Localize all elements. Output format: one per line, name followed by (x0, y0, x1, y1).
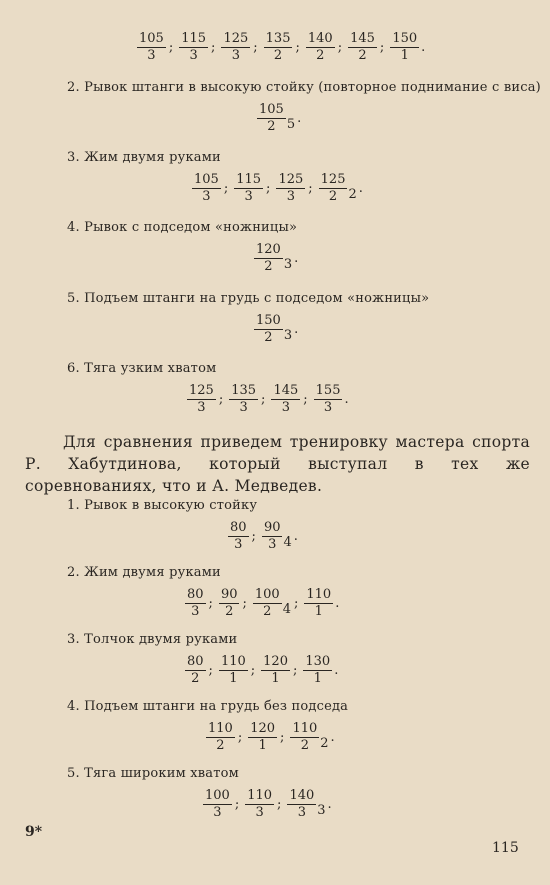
sets-count: 3 (283, 257, 293, 272)
reps-denominator: 2 (267, 119, 276, 134)
reps-denominator: 3 (323, 400, 333, 415)
separator: ; (223, 181, 229, 196)
signature-mark: 9* (25, 824, 43, 840)
separator: ; (277, 797, 282, 812)
reps-denominator: 3 (234, 537, 243, 552)
reps-denominator: 3 (281, 400, 290, 415)
period: . (293, 529, 298, 544)
weight-numerator: 110 (247, 788, 273, 803)
reps-denominator: 3 (147, 48, 156, 63)
fraction (314, 384, 343, 415)
weight-numerator: 80 (187, 587, 204, 602)
exercise-title: 4. Подъем штанги на грудь без подседа (67, 699, 349, 714)
separator: ; (250, 663, 256, 678)
weight-numerator: 105 (139, 31, 164, 46)
reps-denominator: 1 (271, 671, 280, 686)
separator: ; (253, 40, 258, 55)
fraction (257, 103, 286, 134)
weight-numerator: 150 (392, 31, 418, 46)
weight-numerator: 130 (305, 654, 331, 669)
reps-denominator: 1 (258, 738, 267, 753)
reps-denominator: 2 (316, 48, 325, 63)
formula-ex4 (206, 722, 335, 753)
fraction (221, 32, 250, 63)
formula-ex2 (185, 588, 339, 619)
weight-numerator: 110 (292, 721, 318, 736)
weight-numerator: 140 (307, 31, 333, 46)
sets-count: 2 (348, 187, 357, 202)
fraction (245, 789, 274, 820)
weight-numerator: 135 (265, 31, 291, 46)
fraction (228, 521, 249, 552)
weight-numerator: 120 (263, 654, 288, 669)
fraction (262, 521, 283, 552)
fraction (229, 384, 258, 415)
period: . (294, 322, 299, 337)
weight-numerator: 155 (315, 383, 341, 398)
formula-ex2 (257, 103, 301, 134)
formula-ex3 (185, 655, 338, 686)
fraction (264, 32, 293, 63)
exercise-title: 2. Жим двумя руками (67, 565, 221, 580)
reps-denominator: 3 (297, 805, 306, 820)
fraction (390, 32, 419, 63)
reps-denominator: 1 (229, 671, 238, 686)
fraction (290, 722, 319, 753)
comparison-paragraph: Для сравнения приведем тренировку мастера спорта Р. Хабутдинова, который выступал в тех же соревнованиях, что и А. Медведев. (25, 433, 530, 495)
formula-ex3 (192, 173, 363, 204)
exercise-title: 3. Толчок двумя руками (67, 632, 238, 647)
separator: ; (292, 663, 298, 678)
fraction (219, 655, 248, 686)
formula-ex4 (254, 243, 298, 274)
exercise-title: 1. Рывок в высокую стойку (67, 498, 258, 513)
fraction (304, 588, 333, 619)
fraction (254, 243, 283, 274)
fraction (261, 655, 290, 686)
fraction (254, 314, 283, 345)
fraction (303, 655, 332, 686)
weight-numerator: 105 (259, 102, 284, 117)
weight-numerator: 105 (194, 172, 219, 187)
exercise-title: 6. Тяга узким хватом (67, 361, 217, 376)
reps-denominator: 1 (314, 604, 323, 619)
sets-count: 4 (283, 535, 292, 550)
weight-numerator: 90 (220, 587, 238, 602)
reps-denominator: 3 (231, 48, 240, 63)
fraction (248, 722, 277, 753)
fraction (253, 588, 282, 619)
reps-denominator: 2 (216, 738, 225, 753)
separator: ; (266, 181, 271, 196)
exercise-title: 3. Жим двумя руками (67, 150, 221, 165)
weight-numerator: 115 (181, 31, 207, 46)
reps-denominator: 3 (197, 400, 206, 415)
period: . (335, 596, 340, 611)
fraction (185, 588, 206, 619)
separator: ; (293, 596, 299, 611)
reps-denominator: 3 (244, 189, 253, 204)
reps-denominator: 3 (202, 189, 211, 204)
fraction (137, 32, 166, 63)
fraction (234, 173, 263, 204)
reps-denominator: 3 (268, 537, 277, 552)
separator: ; (280, 730, 285, 745)
period: . (297, 111, 302, 126)
weight-numerator: 125 (278, 172, 304, 187)
separator: ; (251, 529, 256, 544)
reps-denominator: 1 (313, 671, 322, 686)
sets-count: 3 (317, 803, 326, 818)
sets-count: 5 (286, 117, 296, 132)
reps-denominator: 1 (400, 48, 409, 63)
fraction (179, 32, 208, 63)
weight-numerator: 140 (289, 788, 315, 803)
period: . (344, 392, 349, 407)
fraction (348, 32, 377, 63)
sets-count: 3 (283, 328, 293, 343)
weight-numerator: 145 (350, 31, 375, 46)
weight-numerator: 90 (263, 520, 281, 535)
exercise-title: 2. Рывок штанги в высокую стойку (повторное поднимание с виса) (67, 80, 541, 95)
weight-numerator: 110 (306, 587, 332, 602)
formula-ex1-continued (137, 32, 425, 63)
exercise-title: 5. Подъем штанги на грудь с подседом «ножницы» (67, 291, 430, 306)
weight-numerator: 110 (220, 654, 246, 669)
separator: ; (303, 392, 308, 407)
reps-denominator: 3 (286, 189, 295, 204)
fraction (187, 384, 216, 415)
reps-denominator: 3 (255, 805, 264, 820)
fraction (192, 173, 221, 204)
reps-denominator: 2 (273, 48, 283, 63)
fraction (203, 789, 232, 820)
weight-numerator: 120 (250, 721, 276, 736)
separator: ; (237, 730, 243, 745)
separator: ; (337, 40, 343, 55)
weight-numerator: 100 (254, 587, 280, 602)
reps-denominator: 2 (358, 48, 367, 63)
weight-numerator: 80 (187, 654, 204, 669)
fraction (271, 384, 300, 415)
period: . (294, 251, 299, 266)
fraction (219, 588, 240, 619)
reps-denominator: 2 (225, 604, 234, 619)
period: . (327, 797, 332, 812)
sets-count: 2 (320, 736, 329, 751)
weight-numerator: 150 (256, 313, 281, 328)
separator: ; (208, 596, 213, 611)
reps-denominator: 3 (191, 604, 200, 619)
exercise-title: 5. Тяга широким хватом (67, 766, 239, 781)
reps-denominator: 3 (239, 400, 248, 415)
separator: ; (308, 181, 313, 196)
period: . (358, 181, 363, 196)
formula-ex1 (228, 521, 298, 552)
weight-numerator: 125 (320, 172, 346, 187)
formula-ex5 (203, 789, 332, 820)
reps-denominator: 3 (189, 48, 198, 63)
reps-denominator: 3 (213, 805, 222, 820)
separator: ; (218, 392, 224, 407)
weight-numerator: 145 (273, 383, 299, 398)
fraction (319, 173, 348, 204)
fraction (206, 722, 235, 753)
separator: ; (261, 392, 266, 407)
sets-count: 4 (282, 602, 291, 617)
weight-numerator: 120 (256, 242, 281, 257)
fraction (287, 789, 316, 820)
exercise-title: 4. Рывок с подседом «ножницы» (67, 220, 298, 235)
fraction (185, 655, 206, 686)
page-number: 115 (492, 840, 519, 856)
period: . (334, 663, 339, 678)
weight-numerator: 125 (223, 31, 249, 46)
reps-denominator: 2 (328, 189, 338, 204)
separator: ; (234, 797, 240, 812)
fraction (276, 173, 305, 204)
formula-ex5 (254, 314, 298, 345)
reps-denominator: 2 (300, 738, 309, 753)
reps-denominator: 2 (264, 259, 273, 274)
weight-numerator: 110 (208, 721, 233, 736)
formula-ex6 (187, 384, 349, 415)
separator: ; (379, 40, 385, 55)
separator: ; (168, 40, 174, 55)
fraction (306, 32, 335, 63)
reps-denominator: 2 (191, 671, 200, 686)
weight-numerator: 100 (205, 788, 230, 803)
weight-numerator: 135 (231, 383, 257, 398)
period: . (330, 730, 335, 745)
period: . (421, 40, 426, 55)
weight-numerator: 80 (230, 520, 247, 535)
weight-numerator: 115 (236, 172, 262, 187)
weight-numerator: 125 (189, 383, 214, 398)
separator: ; (211, 40, 216, 55)
separator: ; (295, 40, 300, 55)
separator: ; (242, 596, 247, 611)
reps-denominator: 2 (264, 330, 273, 345)
reps-denominator: 2 (263, 604, 272, 619)
separator: ; (208, 663, 213, 678)
